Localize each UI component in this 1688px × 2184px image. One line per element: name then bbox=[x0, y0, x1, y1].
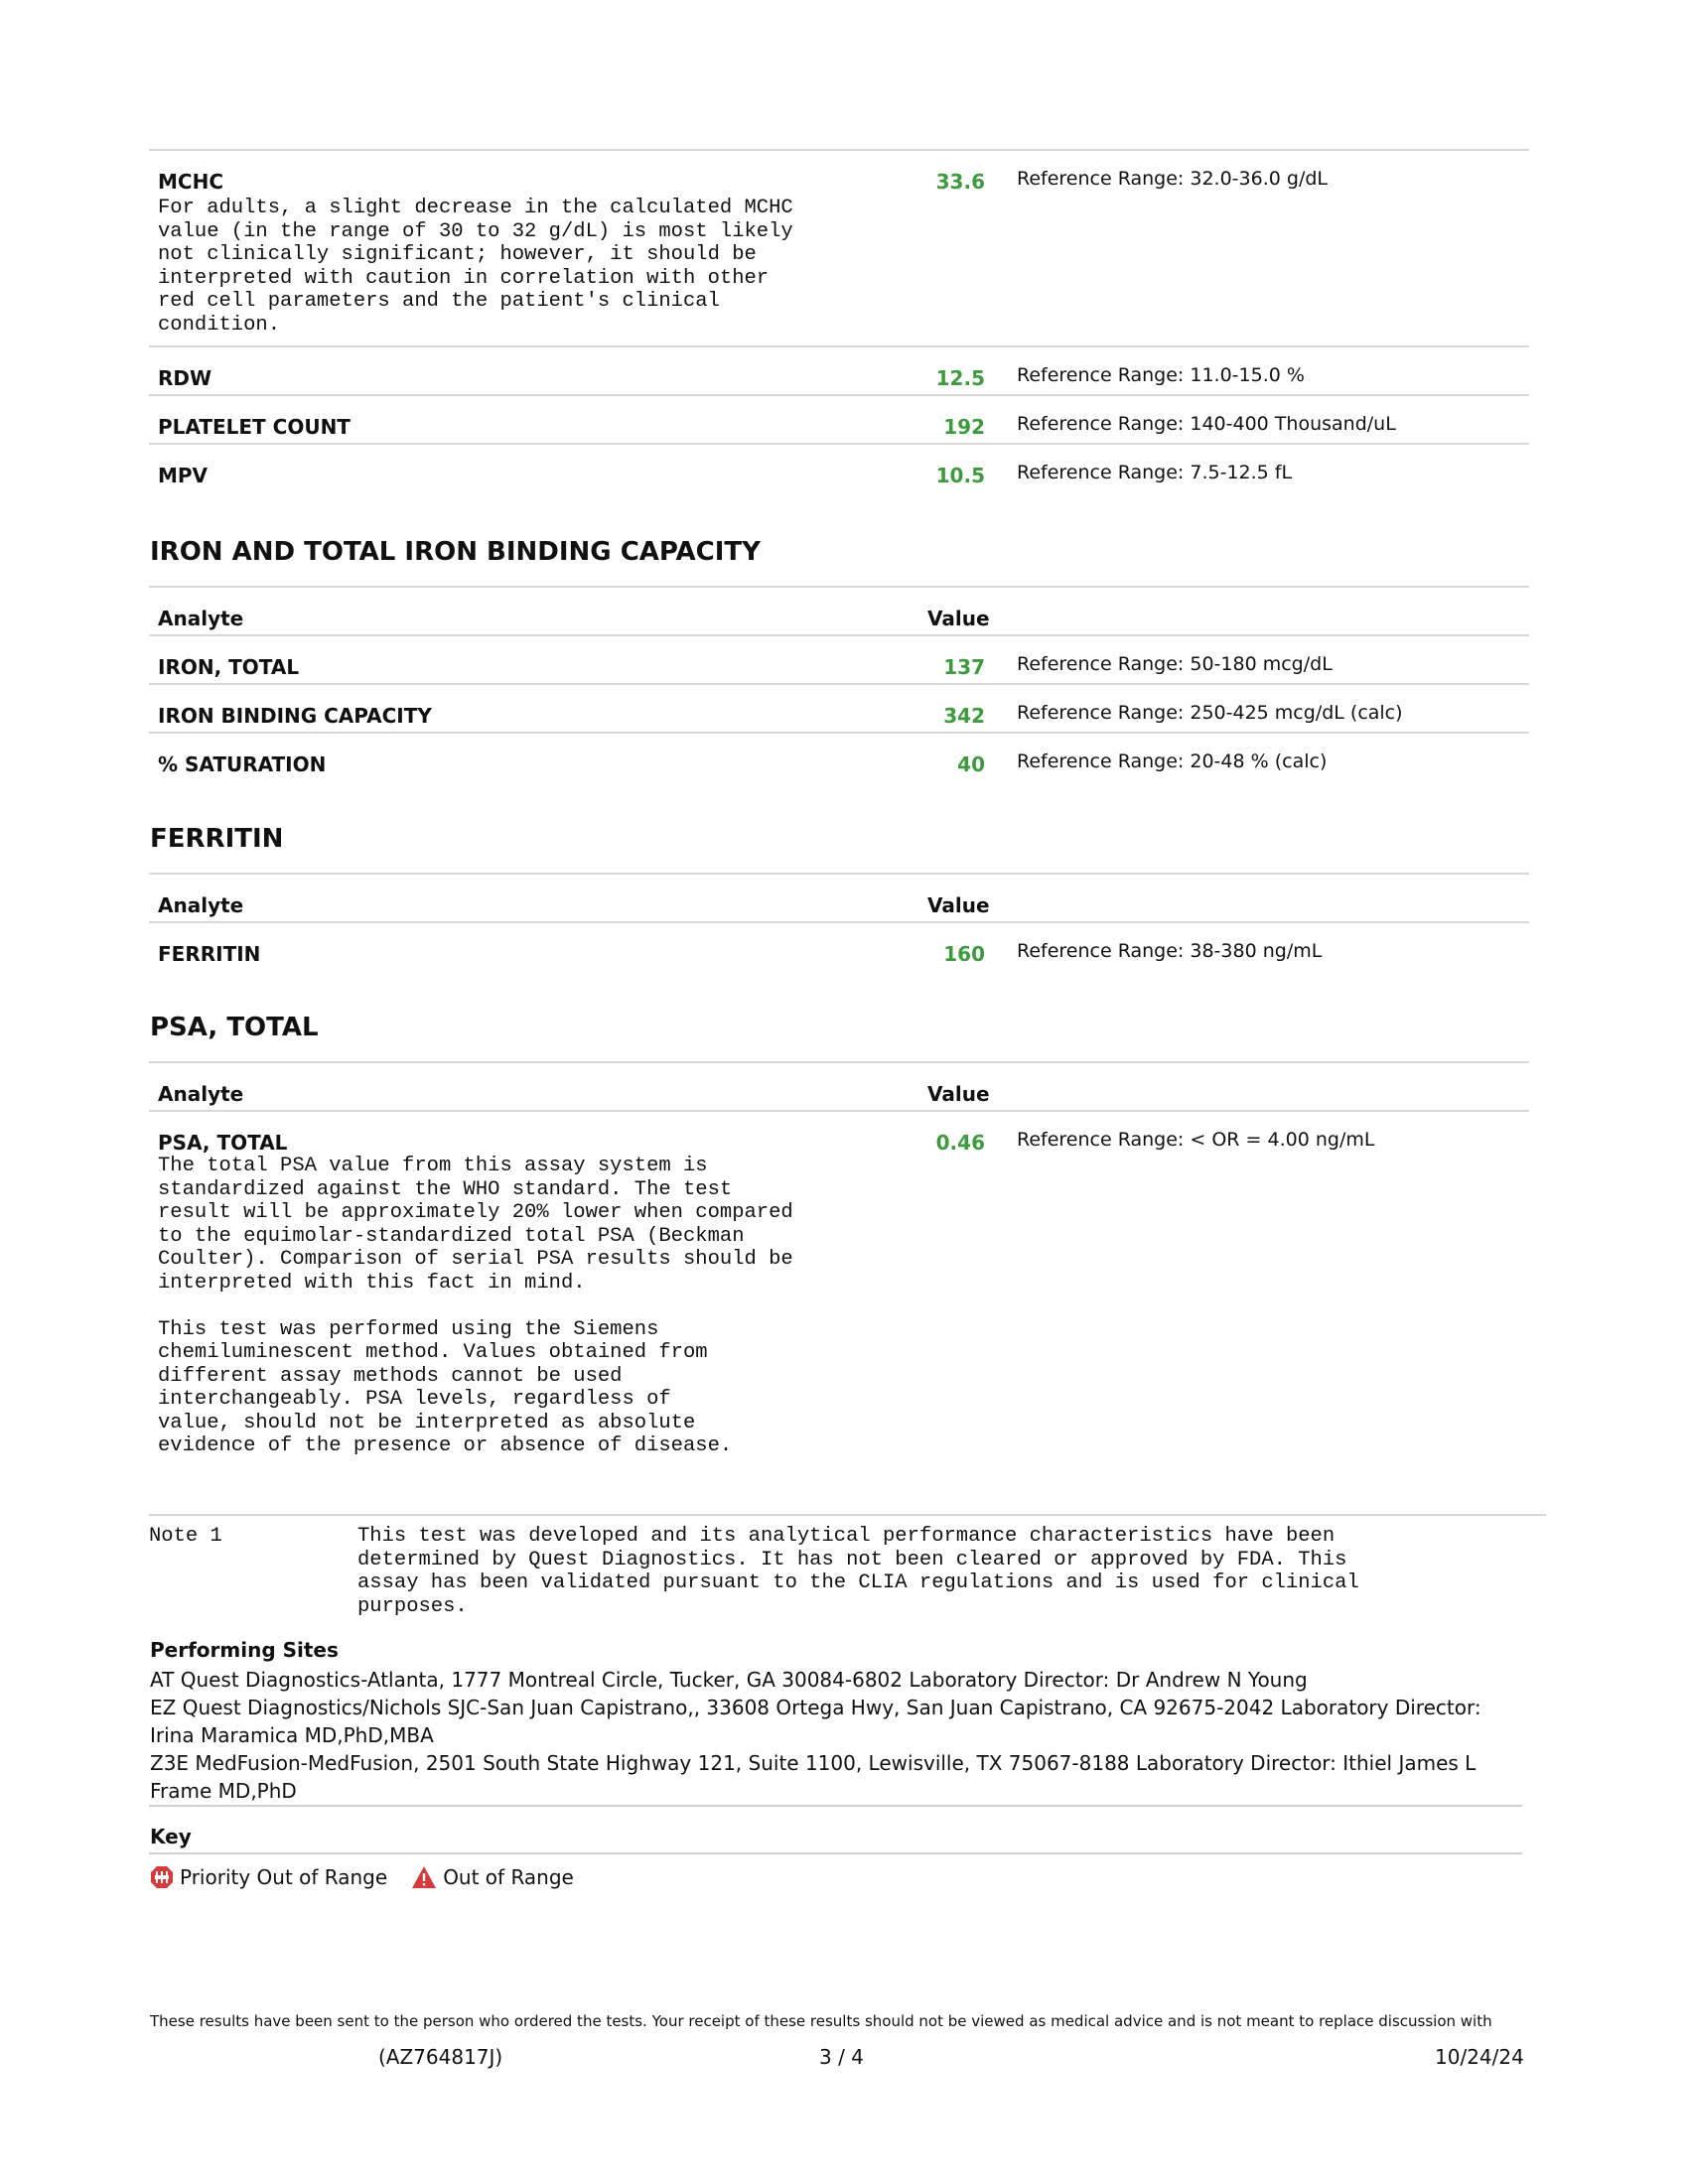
analyte-name: IRON BINDING CAPACITY bbox=[158, 704, 432, 728]
cbc-results-table bbox=[149, 149, 1529, 491]
analyte-value: 342 bbox=[943, 704, 985, 728]
result-row-mchc bbox=[149, 149, 1529, 345]
analyte-value: 12.5 bbox=[935, 366, 985, 390]
analyte-comment: The total PSA value from this assay system is standardized against the WHO standard. The test result will be approximately 20% lower when compared to the equimolar-standardized total PSA (Beckman Coulter). Comparison of serial PSA results should be interpreted with this fact in mind. This test was performed using the Siemens chemiluminescent method. Values obtained from different assay methods cannot be used interchangeably. PSA levels, regardless of value, should not be interpreted as absolute evidence of the presence or absence of disease. bbox=[158, 1155, 793, 1457]
reference-range: Reference Range: < OR = 4.00 ng/mL bbox=[1017, 1129, 1375, 1151]
reference-range: Reference Range: 250-425 mcg/dL (calc) bbox=[1017, 702, 1403, 724]
analyte-name: MPV bbox=[158, 464, 209, 487]
analyte-value: 160 bbox=[943, 942, 985, 966]
analyte-value: 192 bbox=[943, 415, 985, 439]
reference-range: Reference Range: 50-180 mcg/dL bbox=[1017, 653, 1333, 675]
analyte-name: FERRITIN bbox=[158, 942, 261, 966]
analyte-value: 40 bbox=[957, 752, 985, 776]
page-number: 3 / 4 bbox=[819, 2045, 864, 2069]
note-label: Note 1 bbox=[149, 1525, 222, 1548]
key-item-out-of-range bbox=[411, 1865, 574, 1889]
reference-range: Reference Range: 20-48 % (calc) bbox=[1017, 751, 1328, 772]
priority-octagon-icon bbox=[150, 1865, 174, 1889]
iron-results-table bbox=[149, 586, 1529, 780]
key-item-label: Priority Out of Range bbox=[180, 1865, 388, 1889]
reference-range: Reference Range: 38-380 ng/mL bbox=[1017, 940, 1323, 962]
key-item-priority-out-of-range bbox=[150, 1865, 387, 1889]
analyte-name: PSA, TOTAL bbox=[158, 1131, 288, 1155]
analyte-name: MCHC bbox=[158, 170, 223, 194]
analyte-value: 10.5 bbox=[935, 464, 985, 487]
patient-id: (AZ764817J) bbox=[378, 2045, 503, 2069]
analyte-name: % SATURATION bbox=[158, 752, 327, 776]
analyte-value: 33.6 bbox=[935, 170, 985, 194]
note-divider bbox=[149, 1514, 1546, 1516]
performing-sites-title: Performing Sites bbox=[150, 1638, 339, 1662]
result-row-ferritin bbox=[149, 921, 1529, 970]
analyte-value: 137 bbox=[943, 655, 985, 679]
result-row-platelet-count bbox=[149, 394, 1529, 443]
analyte-column-header: Analyte bbox=[158, 1082, 244, 1106]
psa-results-table bbox=[149, 1061, 1529, 1457]
result-row-psa-total bbox=[149, 1110, 1529, 1457]
warning-triangle-icon bbox=[411, 1865, 437, 1889]
note-text: This test was developed and its analytical performance characteristics have been determined by Quest Diagnostics. It has not been cleared or approved by FDA. This assay has been validated pursuant to the CLIA regulations and is used for clinical purposes. bbox=[357, 1525, 1359, 1618]
result-row-mpv bbox=[149, 443, 1529, 491]
key-divider-top bbox=[149, 1805, 1522, 1807]
performing-site: EZ Quest Diagnostics/Nichols SJC-San Juan Capistrano,, 33608 Ortega Hwy, San Juan Capistrano, CA 92675-2042 Laboratory Director: Irina Maramica MD,PhD,MBA bbox=[150, 1696, 1481, 1747]
analyte-value: 0.46 bbox=[935, 1131, 985, 1155]
value-column-header: Value bbox=[927, 607, 990, 630]
table-header-row bbox=[149, 873, 1529, 921]
key-divider-bottom bbox=[149, 1852, 1522, 1854]
analyte-comment: For adults, a slight decrease in the calculated MCHC value (in the range of 30 to 32 g/dL) is most likely not clinically significant; however, it should be interpreted with caution in correlation with other red cell parameters and the patient's clinical condition. bbox=[158, 197, 793, 337]
analyte-name: IRON, TOTAL bbox=[158, 655, 300, 679]
results-disclaimer: These results have been sent to the person who ordered the tests. Your receipt of these results should not be viewed as medical advice and is not meant to replace discussion with bbox=[150, 2012, 1492, 2030]
reference-range: Reference Range: 7.5-12.5 fL bbox=[1017, 462, 1293, 483]
performing-sites-list bbox=[150, 1666, 1530, 1805]
performing-site: Z3E MedFusion-MedFusion, 2501 South State Highway 121, Suite 1100, Lewisville, TX 75067-8188 Laboratory Director: Ithiel James L Frame MD,PhD bbox=[150, 1751, 1477, 1803]
reference-range: Reference Range: 32.0-36.0 g/dL bbox=[1017, 168, 1328, 190]
key-title: Key bbox=[150, 1825, 192, 1848]
section-title-psa: PSA, TOTAL bbox=[150, 1013, 319, 1042]
ferritin-results-table bbox=[149, 873, 1529, 970]
section-title-ferritin: FERRITIN bbox=[150, 824, 284, 854]
result-row-iron-binding-capacity bbox=[149, 683, 1529, 732]
performing-site: AT Quest Diagnostics-Atlanta, 1777 Montreal Circle, Tucker, GA 30084-6802 Laboratory Director: Dr Andrew N Young bbox=[150, 1668, 1308, 1692]
key-item-label: Out of Range bbox=[443, 1865, 574, 1889]
analyte-name: PLATELET COUNT bbox=[158, 415, 351, 439]
value-column-header: Value bbox=[927, 1082, 990, 1106]
reference-range: Reference Range: 11.0-15.0 % bbox=[1017, 364, 1305, 386]
value-column-header: Value bbox=[927, 893, 990, 917]
analyte-column-header: Analyte bbox=[158, 607, 244, 630]
report-date: 10/24/24 bbox=[1435, 2045, 1524, 2069]
result-row-iron-total bbox=[149, 634, 1529, 683]
key-legend bbox=[150, 1865, 598, 1889]
table-header-row bbox=[149, 1061, 1529, 1110]
table-header-row bbox=[149, 586, 1529, 634]
analyte-column-header: Analyte bbox=[158, 893, 244, 917]
reference-range: Reference Range: 140-400 Thousand/uL bbox=[1017, 413, 1396, 435]
result-row-saturation bbox=[149, 732, 1529, 780]
section-title-iron: IRON AND TOTAL IRON BINDING CAPACITY bbox=[150, 537, 761, 567]
analyte-name: RDW bbox=[158, 366, 212, 390]
result-row-rdw bbox=[149, 345, 1529, 394]
